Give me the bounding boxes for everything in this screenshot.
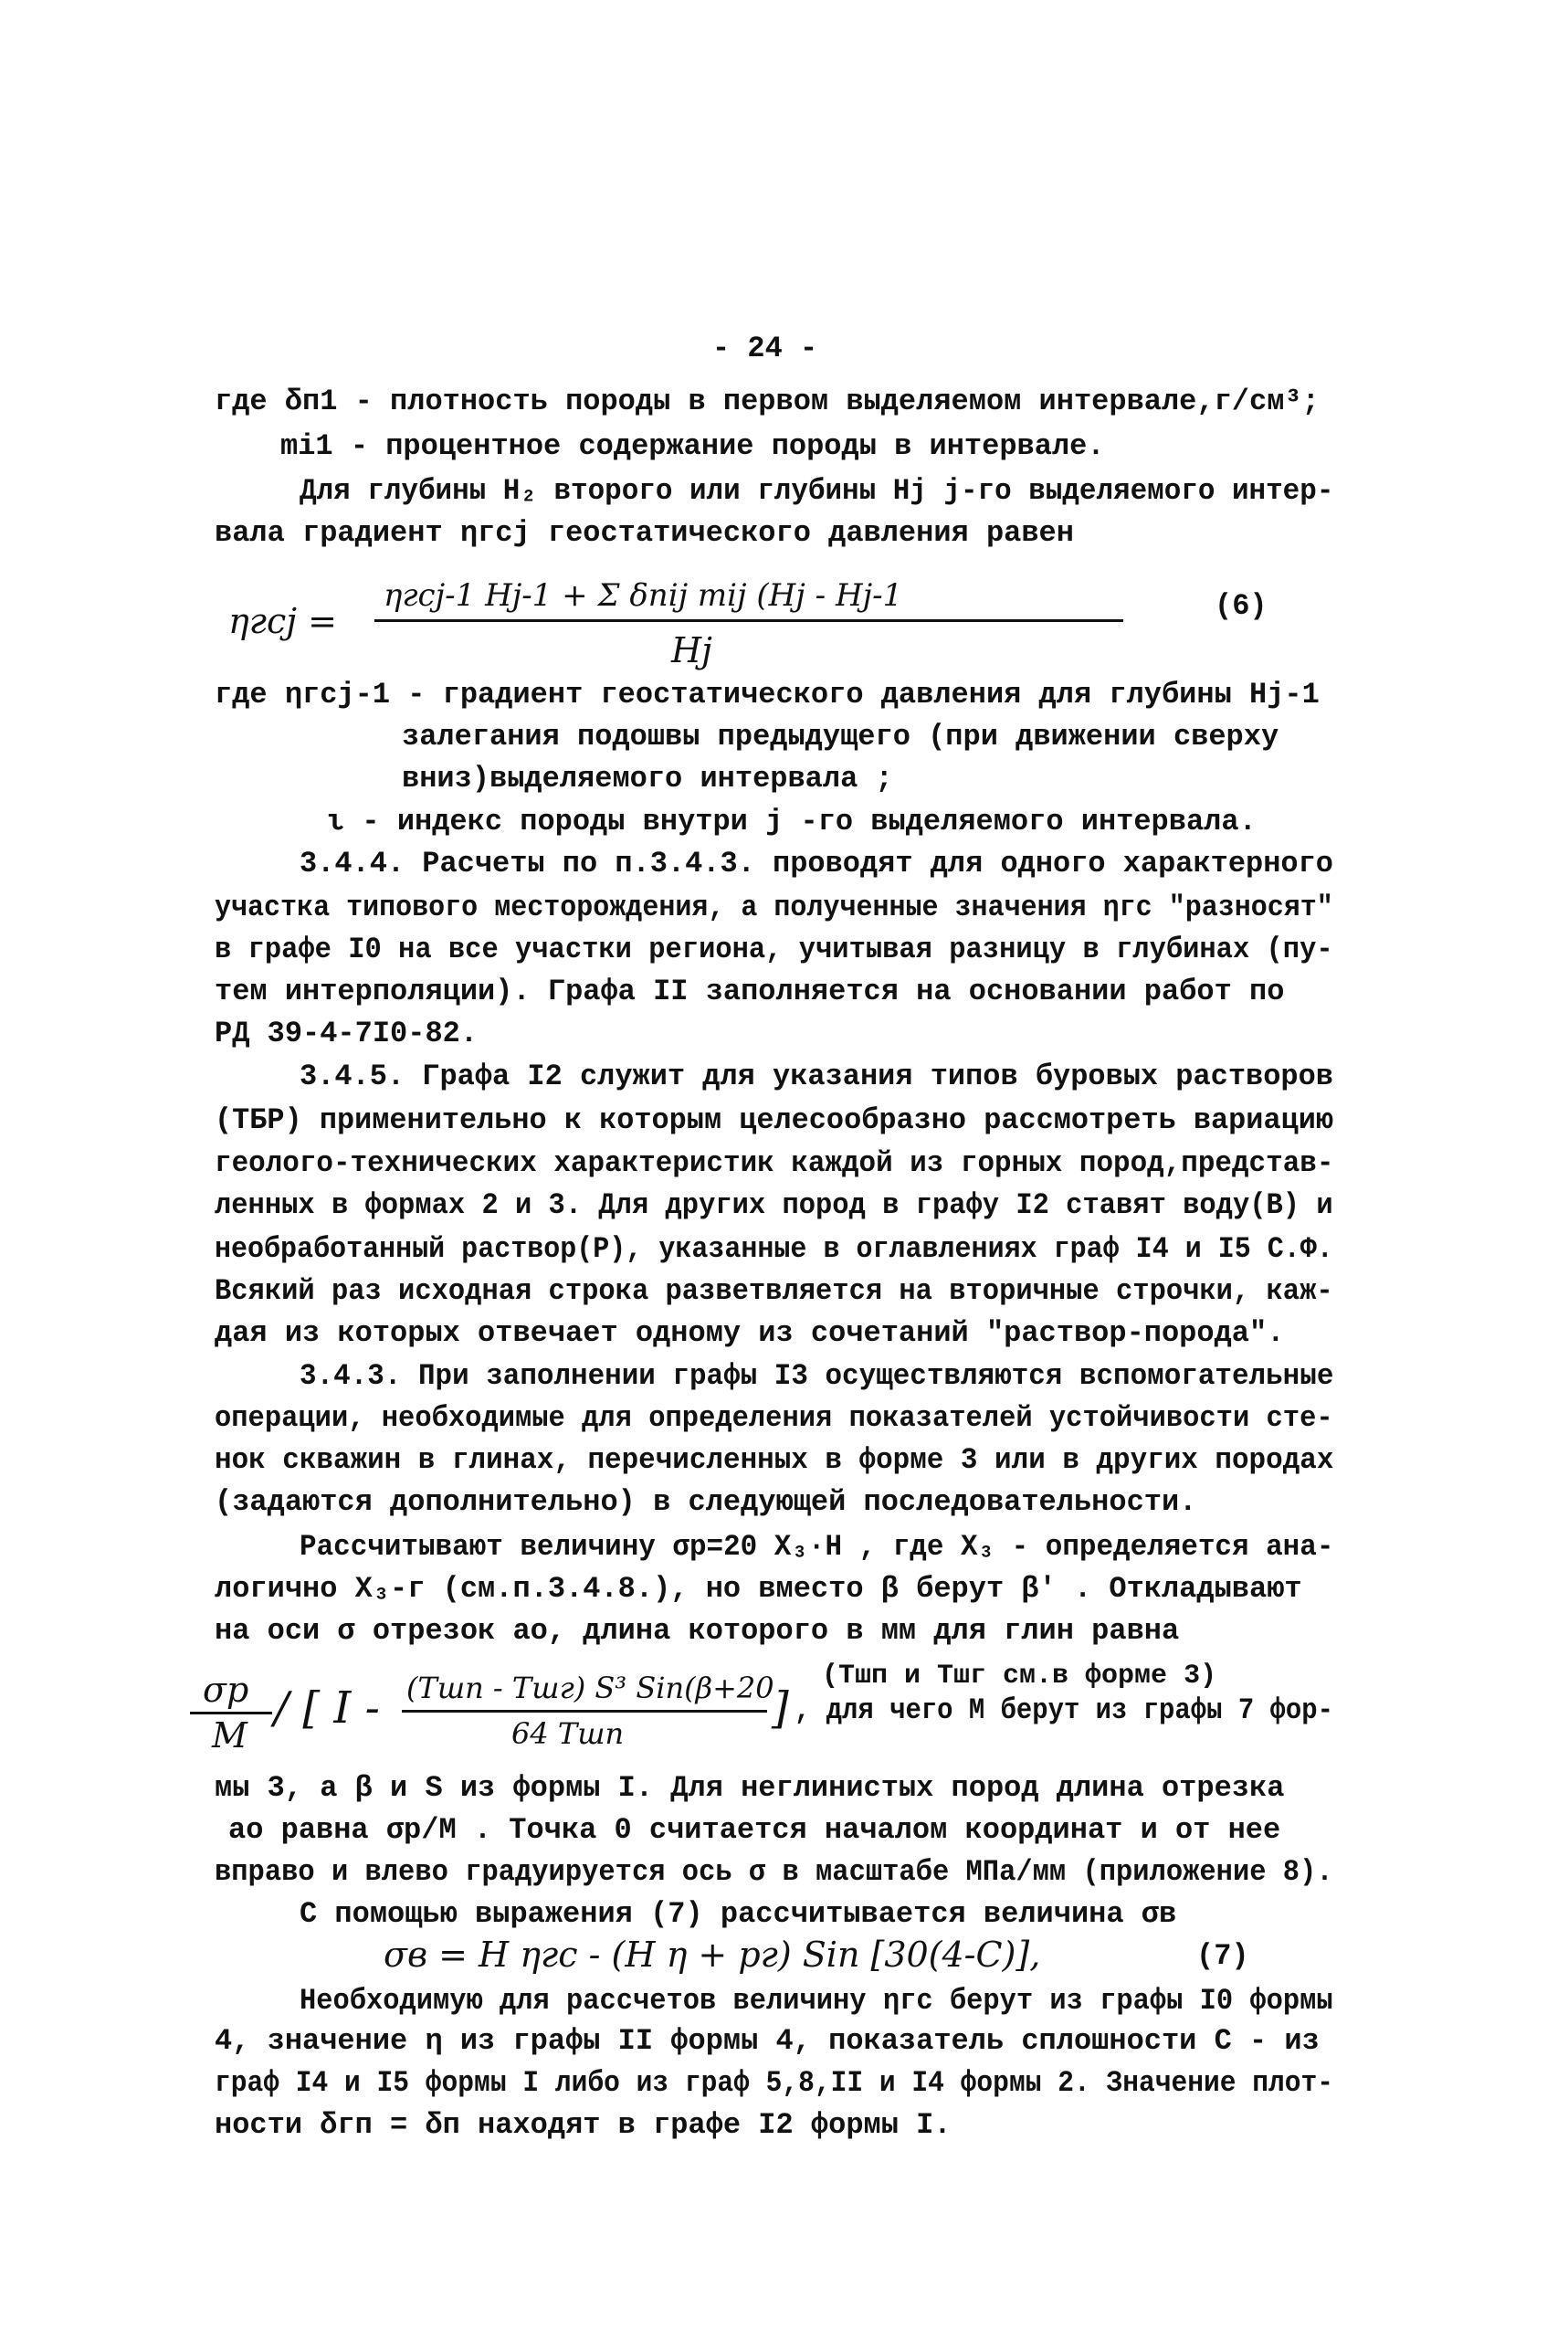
formula-6-numerator: ηгсj-1 Hj-1 + Σ δпіj mіj (Hj - Hj-1 bbox=[384, 577, 903, 614]
text-line: , для чего М берут из графы 7 фор- bbox=[795, 1693, 1333, 1727]
equation-number: (6) bbox=[1215, 589, 1268, 623]
text-line: логично X₃-г (см.п.3.4.8.), но вместо β берут β' . Откладывают bbox=[215, 1572, 1302, 1606]
inner-denominator: 64 Tшп bbox=[511, 1716, 625, 1751]
bracket-close: ] bbox=[772, 1682, 789, 1734]
text-line: на оси σ отрезок ао, длина которого в мм для глин равна bbox=[215, 1614, 1180, 1648]
text-line: (ТБР) применительно к которым целесообразно рассмотреть вариацию bbox=[215, 1103, 1333, 1137]
text-line: где ηгсj-1 - градиент геостатического давления для глубины Hj-1 bbox=[215, 678, 1320, 712]
text-line: дая из которых отвечает одному из сочетаний "раствор-порода". bbox=[215, 1316, 1285, 1350]
page-number: - 24 - bbox=[712, 332, 818, 365]
sigma-denominator: M bbox=[212, 1715, 247, 1756]
text-line: залегания подошвы предыдущего (при движении сверху bbox=[402, 720, 1279, 754]
text-line: мы 3, а β и S из формы I. Для неглинистых пород длина отрезка bbox=[215, 1771, 1285, 1805]
text-line: Необходимую для рассчетов величину ηгс берут из графы I0 формы bbox=[300, 1984, 1333, 2018]
text-line: операции, необходимые для определения показателей устойчивости сте- bbox=[215, 1401, 1333, 1435]
text-line: 4, значение η из графы II формы 4, показатель сплошности C - из bbox=[215, 2024, 1320, 2058]
formula-6-lhs: ηгсj = bbox=[228, 601, 337, 641]
text-line: С помощью выражения (7) рассчитывается величина σв bbox=[300, 1897, 1177, 1931]
text-line: граф I4 и I5 формы I либо из граф 5,8,II и I4 формы 2. Значение плот- bbox=[215, 2066, 1334, 2100]
text-line: в графе I0 на все участки региона, учитывая разницу в глубинах (пу- bbox=[215, 933, 1333, 966]
text-line: нок скважин в глинах, перечисленных в форме 3 или в других породах bbox=[215, 1443, 1334, 1477]
text-line: Всякий раз исходная строка разветвляется на вторичные строчки, каж- bbox=[215, 1274, 1333, 1308]
text-line: Рассчитывают величину σр=20 X₃·H , где X₃ - определяется ана- bbox=[300, 1530, 1334, 1564]
text-line: 3.4.4. Расчеты по п.3.4.3. проводят для одного характерного bbox=[300, 847, 1333, 881]
fraction-bar bbox=[190, 1712, 272, 1714]
text-line: вправо и влево градуируется ось σ в масштабе МПа/мм (приложение 8). bbox=[215, 1855, 1333, 1889]
fraction-bar bbox=[402, 1710, 767, 1713]
text-line: mі1 - процентное содержание породы в интервале. bbox=[280, 429, 1105, 463]
sigma-numerator: σр bbox=[203, 1670, 249, 1710]
fraction-bar bbox=[374, 619, 1123, 622]
inner-numerator: (Tшп - Tшг) S³ Sin(β+20 bbox=[406, 1671, 774, 1705]
text-line: 3.4.3. При заполнении графы I3 осуществляются вспомогательные bbox=[300, 1359, 1334, 1393]
equation-number: (7) bbox=[1196, 1939, 1249, 1973]
text-line: вниз)выделяемого интервала ; bbox=[402, 762, 893, 796]
bracket-open: / [ I - bbox=[274, 1682, 380, 1734]
text-line: вала градиент ηгсj геостатического давления равен bbox=[215, 516, 1074, 550]
formula-note: (Tшп и Tшг см.в форме 3) bbox=[822, 1661, 1217, 1692]
text-line: 3.4.5. Графа I2 служит для указания типов буровых растворов bbox=[300, 1060, 1333, 1093]
text-line: необработанный раствор(Р), указанные в оглавлениях граф I4 и I5 С.Ф. bbox=[215, 1232, 1333, 1266]
text-line: ности δгп = δп находят в графе I2 формы I. bbox=[215, 2108, 952, 2142]
text-line: тем интерполяции). Графа II заполняется на основании работ по bbox=[215, 975, 1285, 1008]
formula-7: σв = H ηгс - (H η + pг) Sin [30(4-C)], bbox=[384, 1935, 1041, 1975]
text-line: геолого-технических характеристик каждой из горных пород,предстaв- bbox=[215, 1146, 1334, 1180]
text-line: где δп1 - плотность породы в первом выделяемом интервале,г/см³; bbox=[215, 385, 1320, 418]
text-line: РД 39-4-7I0-82. bbox=[215, 1017, 479, 1050]
text-line: Для глубины H₂ второго или глубины Hj j-го выделяемого интер- bbox=[300, 474, 1334, 508]
text-line: ао равна σр/M . Точка 0 считается началом координат и от нее bbox=[228, 1813, 1281, 1847]
text-line: (задаются дополнительно) в следующей последовательности. bbox=[215, 1485, 1197, 1519]
formula-6-denominator: Hj bbox=[671, 630, 712, 670]
text-line: ι - индекс породы внутри j -го выделяемого интервала. bbox=[327, 805, 1257, 838]
text-line: ленных в формах 2 и 3. Для других пород в графу I2 ставят воду(В) и bbox=[215, 1188, 1333, 1222]
text-line: участка типового месторождения, а полученные значения ηгс "разносят" bbox=[215, 891, 1333, 924]
